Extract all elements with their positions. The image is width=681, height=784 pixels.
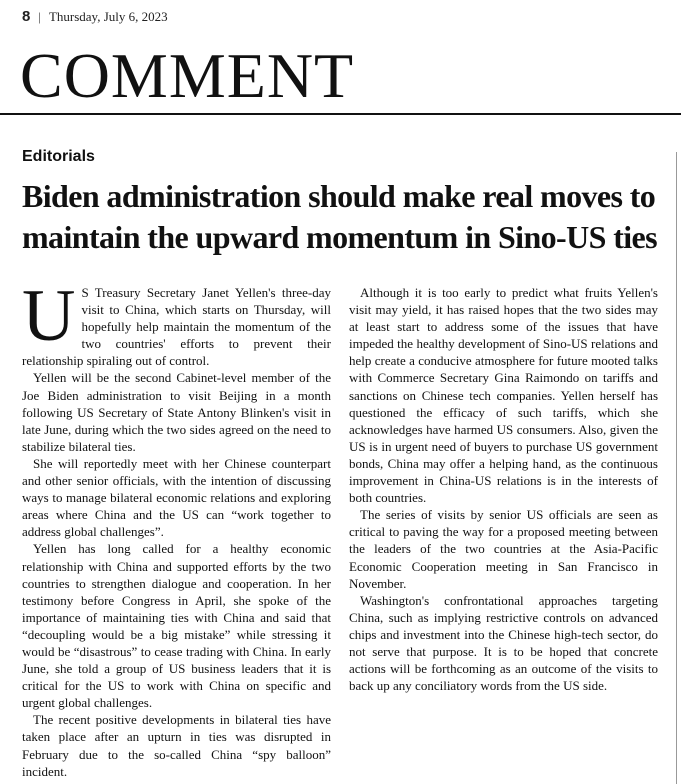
folio-separator: | bbox=[38, 8, 41, 24]
column-divider bbox=[676, 152, 677, 784]
article-paragraph: Yellen will be the second Cabinet-level member of the Joe Biden administration to visit Beijing in a month following US Secretary of State Antony Blinken's visit in late June, during which the two sides agreed on the need to stabilize bilateral ties. bbox=[22, 370, 331, 454]
page-number: 8 bbox=[22, 8, 31, 25]
headline: Biden administration should make real moves to maintain the upward momentum in Sino-US ties bbox=[22, 178, 658, 255]
section-title: COMMENT bbox=[20, 40, 355, 111]
article-paragraph: Yellen has long called for a healthy economic relationship with China and supported efforts by the two countries to strengthen dialogue and cooperation. In her testimony before Congress in April, she spoke of the importance of maintaining ties with China and said that “decoupling would be a big mistake” while stressing it would be “disastrous” to cease trading with China. In early June, she told a group of US business leaders that it is critical for the US to work with China on specific and urgent global challenges. bbox=[22, 541, 331, 711]
article-paragraph: U S Treasury Secretary Janet Yellen's three-day visit to China, which starts on Thursday, will hopefully help maintain the momentum of the two countries' efforts to prevent their relationship spiraling out of control. bbox=[22, 275, 331, 369]
article-body bbox=[22, 275, 658, 784]
folio bbox=[22, 8, 168, 25]
issue-date: Thursday, July 6, 2023 bbox=[48, 8, 168, 24]
drop-cap: U bbox=[22, 275, 76, 357]
article-paragraph: She will reportedly meet with her Chinese counterpart and other senior officials, with the intention of discussing ways to manage bilateral economic relations and exploring areas where China and the US can “work together to address global challenges”. bbox=[22, 455, 331, 540]
article-paragraph: Although it is too early to predict what fruits Yellen's visit may yield, it has raised hopes that the two sides may at least start to address some of the issues that have impeded the healthy development of Sino-US relations and help create a conducive atmosphere for future mooted talks with Commerce Secretary Gina Raimondo on tariffs and sanctions on Chinese tech companies. Yellen herself has questioned the efficacy of such tariffs, which she acknowledges have harmed US consumers. Also, given the US is in urgent need of buyers to purchase US government bonds, China may offer a helping hand, as the continuous improvement in China-US relations is in the interests of both countries. bbox=[349, 285, 658, 506]
article-paragraph: The series of visits by senior US officials are seen as critical to paving the way for a proposed meeting between the leaders of the two countries at the Asia-Pacific Economic Cooperation meeting in San Francisco in November. bbox=[349, 507, 658, 591]
section-rule bbox=[0, 113, 681, 115]
article-paragraph: Washington's confrontational approaches targeting China, such as implying restrictive controls on advanced chips and investment into the Chinese high-tech sector, do not serve that purpose. It is to be hoped that concrete actions will be forthcoming as an outcome of the visits to back up any conciliatory words from the US side. bbox=[349, 592, 658, 694]
article-paragraph: The recent positive developments in bilateral ties have taken place after an upturn in ties was disrupted in February due to the so-called China “spy balloon” incident. bbox=[22, 712, 331, 779]
kicker: Editorials bbox=[22, 148, 95, 165]
